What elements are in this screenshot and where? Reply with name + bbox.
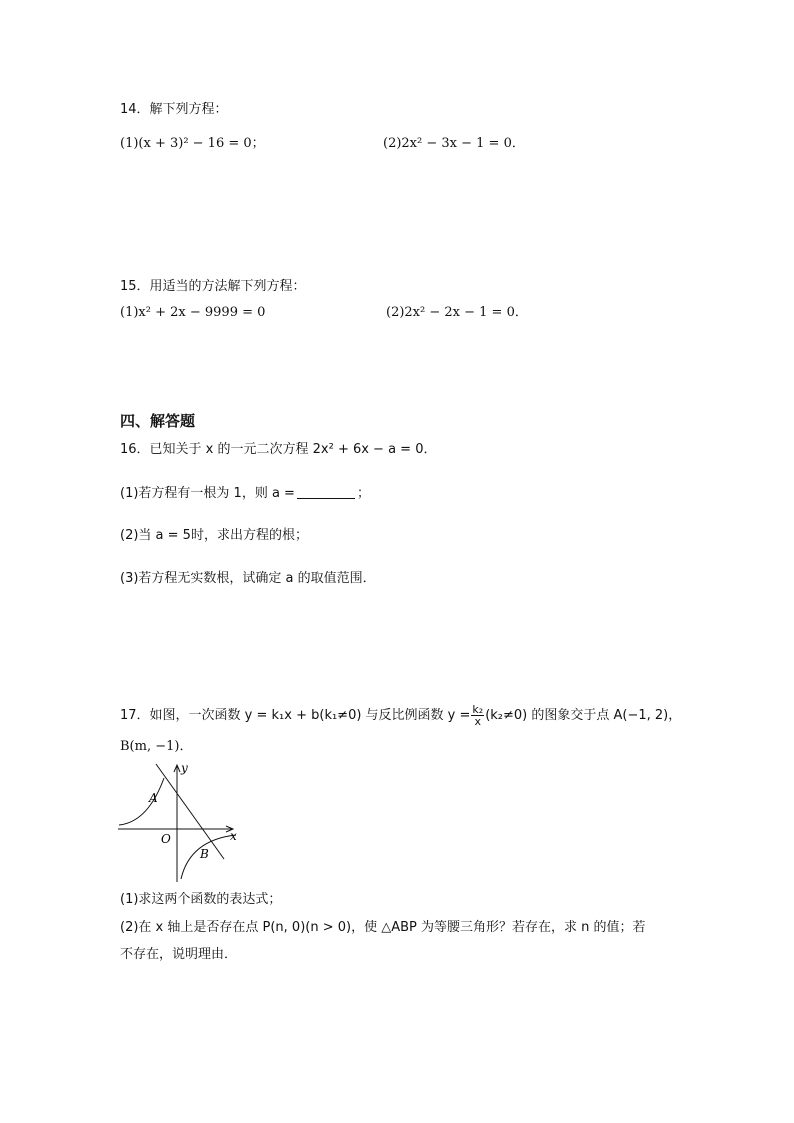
q17-part2-cont: 不存在，说明理由． [120,947,238,962]
q16-part2: (2)当 a = 5时，求出方程的根； [120,528,308,543]
q16-part1 [120,484,370,503]
label-origin: O [161,832,171,846]
label-y: y [181,761,188,775]
q14-title: 14．解下列方程： [120,102,228,117]
q17-line2: B(m, −1)． [120,739,193,754]
label-point-b: B [200,847,209,861]
q16-title: 16．已知关于 x 的一元二次方程 2x² + 6x − a = 0． [120,442,437,457]
fraction-denominator: x [474,715,482,728]
function-graph-figure [116,758,241,884]
q15-title: 15．用适当的方法解下列方程： [120,279,306,294]
q17-line1-b: (k₂≠0) 的图象交于点 A(−1, 2)， [485,708,682,723]
section-title: 四、解答题 [120,412,196,430]
q16-part3: (3)若方程无实数根，试确定 a 的取值范围． [120,571,376,586]
q15-part2: (2)2x² − 2x − 1 = 0． [386,305,528,320]
q14-part1: (1)(x + 3)² − 16 = 0； [120,136,265,151]
q17-part1: (1)求这两个函数的表达式； [120,892,282,907]
fraction [471,704,484,727]
q15-part1: (1)x² + 2x − 9999 = 0 [120,305,266,320]
q16-part1-end: ； [356,486,370,501]
q17-part2: (2)在 x 轴上是否存在点 P(n, 0)(n > 0)，使 △ABP 为等腰三角形？若存在，求 n 的值；若 [120,920,646,935]
label-point-a: A [149,791,158,805]
q14-part2: (2)2x² − 3x − 1 = 0． [383,136,525,151]
fraction-numerator: k₂ [472,703,484,716]
label-x: x [230,829,237,843]
q17-line1-a: 17．如图，一次函数 y = k₁x + b(k₁≠0) 与反比例函数 y = [120,708,471,723]
q17-line1 [120,704,681,728]
q16-part1-text: (1)若方程有一根为 1，则 a = [120,486,295,501]
answer-blank [297,484,355,499]
